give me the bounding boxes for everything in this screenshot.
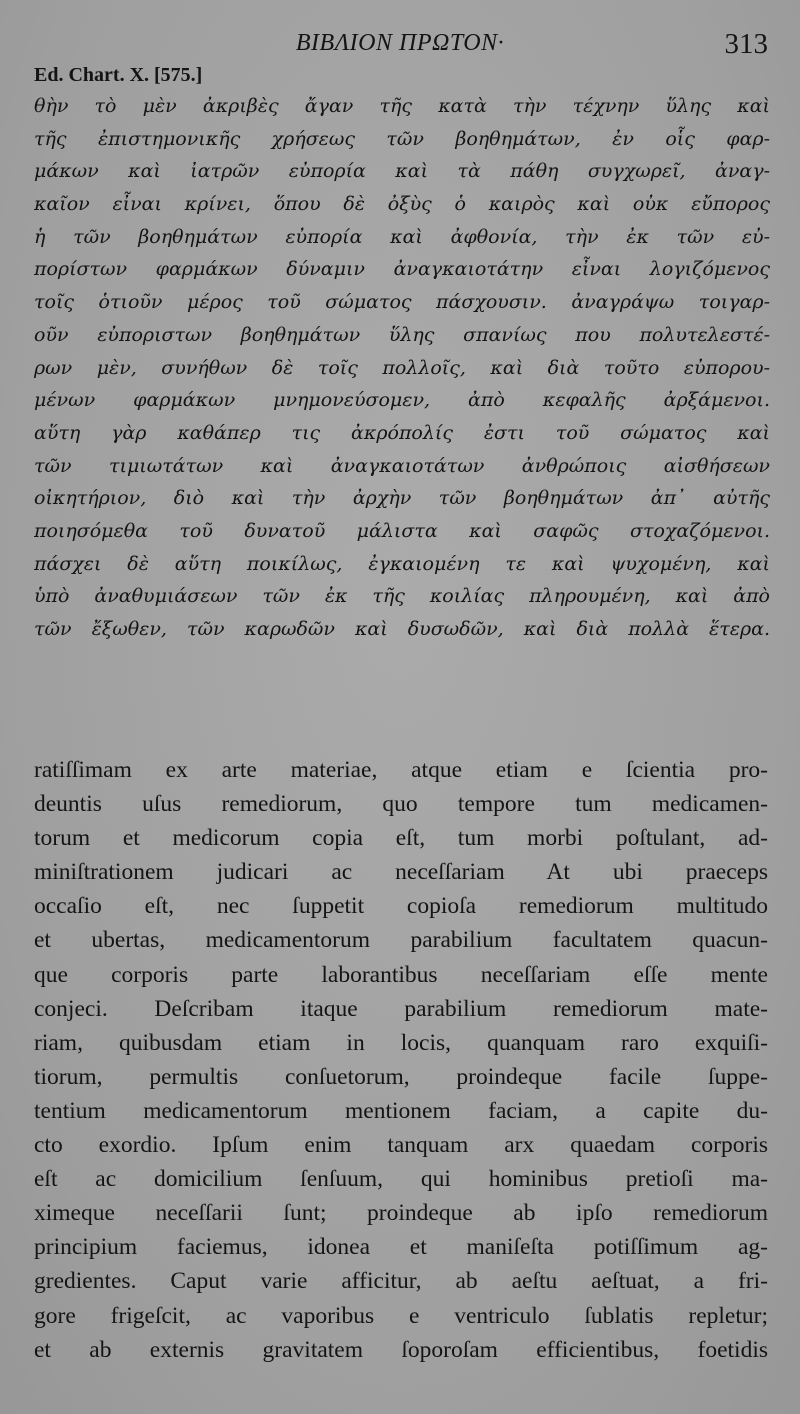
greek-text-line: οἰκητήριον, διὸ καὶ τὴν ἀρχὴν τῶν βοηθημάτων ἀπ᾽ αὐτῆς: [34, 487, 770, 510]
running-title: ΒΙΒΛΙΟΝ ΠΡΩΤΟΝ·: [295, 30, 505, 56]
latin-text-line: principium faciemus, idonea et maniſeſta potiſſimum ag-: [34, 1234, 768, 1261]
greek-text-line: αὕτη γὰρ καθάπερ τις ἀκρόπολίς ἐστι τοῦ σώματος καὶ: [34, 421, 770, 444]
greek-text-line: ρων μὲν, συνήθων δὲ τοῖς πολλοῖς, καὶ διὰ τοῦτο εὐπορου-: [34, 356, 770, 379]
greek-text-line: τῆς ἐπιστημονικῆς χρήσεως τῶν βοηθημάτων, ἐν οἷς φαρ-: [34, 127, 770, 150]
greek-text-line: τοῖς ὁτιοῦν μέρος τοῦ σώματος πάσχουσιν. ἀναγράψω τοιγαρ-: [34, 291, 770, 314]
greek-text-line: ποιησόμεθα τοῦ δυνατοῦ μάλιστα καὶ σαφῶς στοχαζόμενοι.: [34, 519, 770, 542]
greek-text-line: μάκων καὶ ἰατρῶν εὐπορία καὶ τὰ πάθη συγχωρεῖ, ἀναγ-: [34, 160, 770, 183]
latin-text-line: ratiſſimam ex arte materiae, atque etiam e ſcientia pro-: [34, 757, 768, 783]
greek-text-line: μένων φαρμάκων μνημονεύσομεν, ἀπὸ κεφαλῆς ἀρξάμενοι.: [34, 389, 770, 412]
greek-text-line: τῶν ἔξωθεν, τῶν καρωδῶν καὶ δυσωδῶν, καὶ διὰ πολλὰ ἕτερα.: [34, 618, 770, 640]
latin-text-line: riam, quibusdam etiam in locis, quanquam raro exquiſi-: [34, 1029, 768, 1056]
latin-text-line: conjeci. Deſcribam itaque parabilium remediorum mate-: [34, 995, 768, 1022]
latin-text-line: que corporis parte laborantibus neceſſariam eſſe mente: [34, 961, 768, 988]
greek-text-line: θὴν τὸ μὲν ἀκριβὲς ἄγαν τῆς κατὰ τὴν τέχνην ὕλης καὶ: [34, 95, 770, 117]
latin-text-line: cto exordio. Ipſum enim tanquam arx quaedam corporis: [34, 1132, 768, 1159]
greek-text-block: [34, 90, 770, 646]
greek-text-line: πάσχει δὲ αὕτη ποικίλως, ἐγκαιομένη τε καὶ ψυχομένη, καὶ: [34, 552, 770, 575]
latin-text-line: tiorum, permultis conſuetorum, proindeque facile ſuppe-: [34, 1063, 768, 1090]
latin-text-line: deuntis uſus remediorum, quo tempore tum medicamen-: [34, 791, 768, 818]
running-head: [30, 30, 770, 64]
latin-text-line: et ab externis gravitatem ſoporoſam efficientibus, foetidis: [34, 1336, 768, 1363]
greek-text-line: καῖον εἶναι κρίνει, ὅπου δὲ ὀξὺς ὁ καιρὸς καὶ οὐκ εὔπορος: [34, 193, 770, 216]
latin-text-line: torum et medicorum copia eſt, tum morbi poſtulant, ad-: [34, 825, 768, 852]
latin-text-block: [34, 753, 768, 1367]
greek-text-line: ἡ τῶν βοηθημάτων εὐπορία καὶ ἀφθονία, τὴν ἐκ τῶν εὐ-: [34, 225, 770, 248]
edition-reference: Ed. Chart. X. [575.]: [34, 64, 203, 86]
greek-text-line: τῶν τιμιωτάτων καὶ ἀναγκαιοτάτων ἀνθρώποις αἰσθήσεων: [34, 454, 770, 477]
latin-text-line: occaſio eſt, nec ſuppetit copioſa remediorum multitudo: [34, 893, 768, 920]
latin-text-line: ximeque neceſſarii ſunt; proindeque ab ipſo remediorum: [34, 1200, 768, 1227]
greek-text-line: ὑπὸ ἀναθυμιάσεων τῶν ἐκ τῆς κοιλίας πληρουμένη, καὶ ἀπὸ: [34, 585, 770, 608]
latin-text-line: gore frigeſcit, ac vaporibus e ventriculo ſublatis repletur;: [34, 1302, 768, 1329]
latin-text-line: gredientes. Caput varie afficitur, ab aeſtu aeſtuat, a fri-: [34, 1268, 768, 1295]
latin-text-line: et ubertas, medicamentorum parabilium facultatem quacun-: [34, 927, 768, 954]
greek-text-line: πορίστων φαρμάκων δύναμιν ἀναγκαιοτάτην εἶναι λογιζόμενος: [34, 258, 770, 281]
latin-text-line: miniſtrationem judicari ac neceſſariam At ubi praeceps: [34, 859, 768, 886]
latin-text-line: eſt ac domicilium ſenſuum, qui hominibus pretioſi ma-: [34, 1166, 768, 1193]
greek-text-line: οῦν εὐποριστων βοηθημάτων ὕλης σπανίως που πολυτελεστέ-: [34, 323, 770, 346]
page-number: 313: [724, 28, 768, 60]
latin-text-line: tentium medicamentorum mentionem faciam, a capite du-: [34, 1097, 768, 1124]
